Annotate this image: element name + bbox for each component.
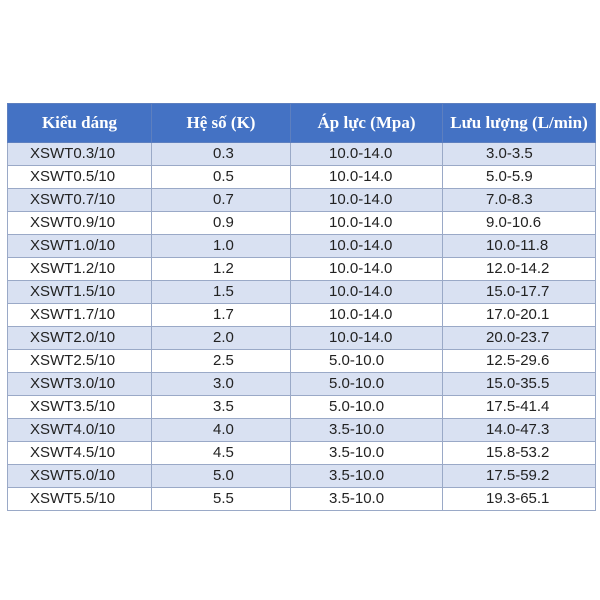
- cell-pressure: 3.5-10.0: [291, 419, 443, 442]
- cell-model: XSWT4.0/10: [8, 419, 152, 442]
- cell-pressure: 3.5-10.0: [291, 442, 443, 465]
- table-row: [8, 212, 596, 235]
- cell-pressure: 3.5-10.0: [291, 465, 443, 488]
- table-row: [8, 419, 596, 442]
- cell-pressure: 10.0-14.0: [291, 212, 443, 235]
- cell-k-factor: 0.5: [152, 166, 291, 189]
- cell-pressure: 10.0-14.0: [291, 281, 443, 304]
- cell-flow-rate: 15.0-35.5: [443, 373, 596, 396]
- cell-model: XSWT2.0/10: [8, 327, 152, 350]
- cell-pressure: 10.0-14.0: [291, 189, 443, 212]
- cell-model: XSWT0.5/10: [8, 166, 152, 189]
- table-row: [8, 189, 596, 212]
- cell-k-factor: 1.0: [152, 235, 291, 258]
- cell-model: XSWT0.3/10: [8, 143, 152, 166]
- cell-model: XSWT0.9/10: [8, 212, 152, 235]
- table-row: [8, 396, 596, 419]
- cell-model: XSWT3.0/10: [8, 373, 152, 396]
- table-row: [8, 442, 596, 465]
- cell-model: XSWT5.5/10: [8, 488, 152, 511]
- cell-k-factor: 1.7: [152, 304, 291, 327]
- cell-pressure: 3.5-10.0: [291, 488, 443, 511]
- cell-flow-rate: 5.0-5.9: [443, 166, 596, 189]
- cell-pressure: 10.0-14.0: [291, 304, 443, 327]
- cell-k-factor: 1.5: [152, 281, 291, 304]
- table-row: [8, 327, 596, 350]
- cell-flow-rate: 9.0-10.6: [443, 212, 596, 235]
- spec-table: [7, 103, 596, 511]
- header-k-factor: Hệ số (K): [152, 104, 291, 143]
- cell-pressure: 5.0-10.0: [291, 350, 443, 373]
- table-row: [8, 258, 596, 281]
- table-row: [8, 488, 596, 511]
- cell-flow-rate: 15.0-17.7: [443, 281, 596, 304]
- cell-flow-rate: 12.5-29.6: [443, 350, 596, 373]
- cell-model: XSWT1.0/10: [8, 235, 152, 258]
- cell-flow-rate: 3.0-3.5: [443, 143, 596, 166]
- table-row: [8, 166, 596, 189]
- cell-k-factor: 1.2: [152, 258, 291, 281]
- cell-k-factor: 2.0: [152, 327, 291, 350]
- cell-model: XSWT1.5/10: [8, 281, 152, 304]
- cell-flow-rate: 17.5-59.2: [443, 465, 596, 488]
- header-flow-rate: Lưu lượng (L/min): [443, 104, 596, 143]
- cell-k-factor: 4.0: [152, 419, 291, 442]
- cell-pressure: 10.0-14.0: [291, 166, 443, 189]
- cell-model: XSWT3.5/10: [8, 396, 152, 419]
- cell-k-factor: 3.0: [152, 373, 291, 396]
- table-row: [8, 235, 596, 258]
- cell-flow-rate: 10.0-11.8: [443, 235, 596, 258]
- cell-k-factor: 0.3: [152, 143, 291, 166]
- cell-pressure: 10.0-14.0: [291, 143, 443, 166]
- cell-model: XSWT0.7/10: [8, 189, 152, 212]
- header-row: [8, 104, 596, 143]
- cell-model: XSWT1.2/10: [8, 258, 152, 281]
- cell-model: XSWT2.5/10: [8, 350, 152, 373]
- table-row: [8, 304, 596, 327]
- cell-flow-rate: 15.8-53.2: [443, 442, 596, 465]
- cell-k-factor: 5.0: [152, 465, 291, 488]
- cell-pressure: 10.0-14.0: [291, 327, 443, 350]
- cell-k-factor: 0.9: [152, 212, 291, 235]
- cell-flow-rate: 17.0-20.1: [443, 304, 596, 327]
- cell-flow-rate: 17.5-41.4: [443, 396, 596, 419]
- header-pressure: Áp lực (Mpa): [291, 104, 443, 143]
- cell-pressure: 10.0-14.0: [291, 258, 443, 281]
- header-model: Kiểu dáng: [8, 104, 152, 143]
- cell-k-factor: 3.5: [152, 396, 291, 419]
- cell-k-factor: 4.5: [152, 442, 291, 465]
- table-body: [8, 143, 596, 511]
- cell-pressure: 5.0-10.0: [291, 373, 443, 396]
- cell-k-factor: 5.5: [152, 488, 291, 511]
- table-row: [8, 465, 596, 488]
- cell-k-factor: 2.5: [152, 350, 291, 373]
- cell-model: XSWT1.7/10: [8, 304, 152, 327]
- cell-pressure: 5.0-10.0: [291, 396, 443, 419]
- table-row: [8, 143, 596, 166]
- cell-model: XSWT5.0/10: [8, 465, 152, 488]
- cell-flow-rate: 12.0-14.2: [443, 258, 596, 281]
- table-row: [8, 281, 596, 304]
- cell-model: XSWT4.5/10: [8, 442, 152, 465]
- cell-pressure: 10.0-14.0: [291, 235, 443, 258]
- cell-flow-rate: 14.0-47.3: [443, 419, 596, 442]
- cell-flow-rate: 19.3-65.1: [443, 488, 596, 511]
- table-row: [8, 350, 596, 373]
- cell-flow-rate: 20.0-23.7: [443, 327, 596, 350]
- cell-flow-rate: 7.0-8.3: [443, 189, 596, 212]
- cell-k-factor: 0.7: [152, 189, 291, 212]
- table-row: [8, 373, 596, 396]
